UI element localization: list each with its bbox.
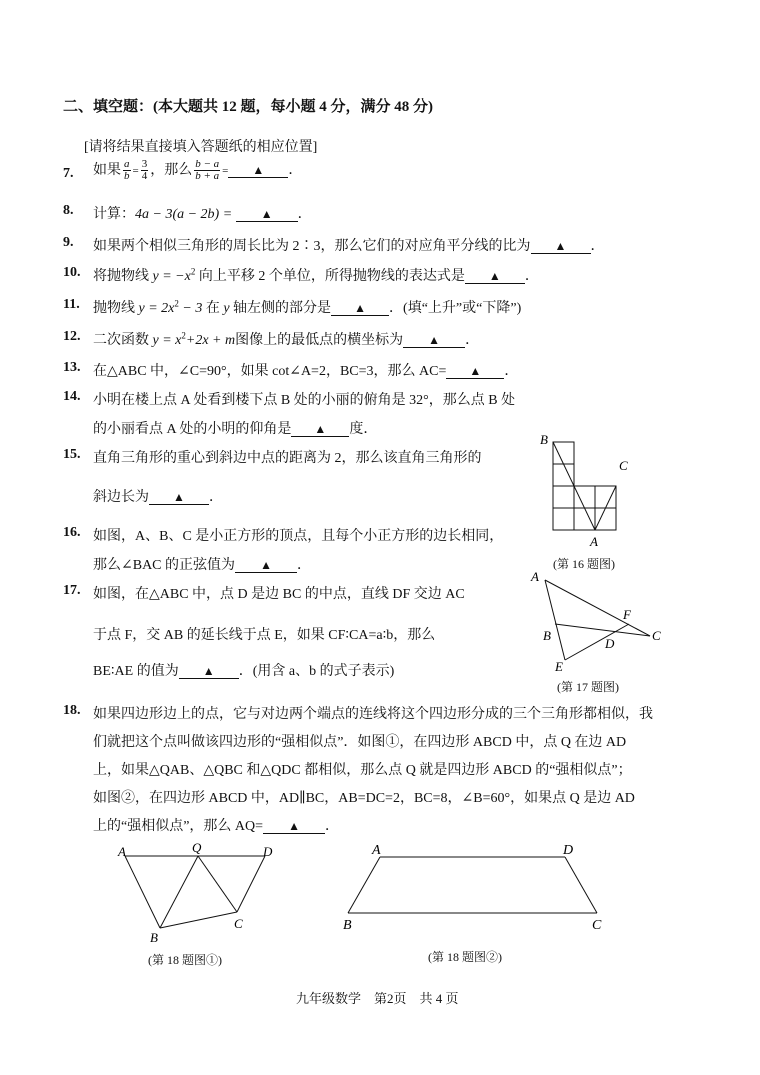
question-11: 抛物线 $y = 2x^2 - 3$ 在 y 轴左侧的部分是 ▲ ．(填“上升”或“下降”) xyxy=(93,298,522,316)
label-E: E xyxy=(555,659,563,674)
answer-blank[interactable]: ▲ xyxy=(236,207,298,222)
answer-blank[interactable]: ▲ xyxy=(403,333,465,348)
answer-blank[interactable]: ▲ xyxy=(263,819,325,834)
page-footer: 九年级数学 第2页 共 4 页 xyxy=(296,991,459,1006)
question-9: 如果两个相似三角形的周长比为 2∶3，那么它们的对应角平分线的比为 ▲ ． xyxy=(93,239,605,254)
figure-18-2 xyxy=(335,835,615,935)
fraction: $\frac{3}{4}$ xyxy=(141,158,148,183)
question-16-line1: 如图，A、B、C 是小正方形的顶点，且每个小正方形的边长相同， xyxy=(93,529,504,544)
answer-blank[interactable]: ▲ xyxy=(465,269,525,284)
answer-blank[interactable]: ▲ xyxy=(228,163,288,178)
label-B: B xyxy=(150,930,158,945)
question-14-line1: 小明在楼上点 A 处看到楼下点 B 处的小丽的俯角是 32°，那么点 B 处 xyxy=(93,393,516,408)
question-18-line1: 如果四边形边上的点，它与对边两个端点的连线将这个四边形分成的三个三角形都相似，我 xyxy=(93,707,653,722)
question-number: 9. xyxy=(63,235,74,250)
question-17-line2: 于点 F，交 AB 的延长线于点 E，如果 CF∶CA=a∶b，那么 xyxy=(93,628,436,643)
figure-16-caption: (第 16 题图) xyxy=(553,557,615,571)
question-number: 15. xyxy=(63,447,81,462)
answer-blank[interactable]: ▲ xyxy=(149,490,209,505)
question-18-line4: 如图②，在四边形 ABCD 中，AD∥BC，AB=DC=2，BC=8，∠B=60°，如果点 Q 是边 AD xyxy=(93,791,635,806)
question-18-line2: 们就把这个点叫做该四边形的“强相似点”．如图①，在四边形 ABCD 中，点 Q 在边 AD xyxy=(93,735,627,750)
question-number: 10. xyxy=(63,265,81,280)
question-number: 11. xyxy=(63,297,80,312)
label-B: B xyxy=(540,432,548,447)
label-A: A xyxy=(590,534,598,548)
figure-17 xyxy=(525,570,670,678)
answer-blank[interactable]: ▲ xyxy=(235,558,297,573)
answer-blank[interactable]: ▲ xyxy=(291,422,349,437)
label-A: A xyxy=(531,570,539,584)
question-8: 计算：4a − 3(a − 2b) = ▲ ． xyxy=(93,207,312,222)
label-F: F xyxy=(623,607,631,622)
question-15-line2: 斜边长为 ▲ ． xyxy=(93,490,223,505)
question-number: 14. xyxy=(63,389,81,404)
label-C: C xyxy=(619,458,628,473)
label-D: D xyxy=(605,636,615,651)
fraction: $\frac{b - a}{b + a}$ xyxy=(195,158,220,183)
label-B: B xyxy=(343,918,352,933)
fraction: $\frac{a}{b}$ xyxy=(124,158,130,183)
question-number: 7. xyxy=(63,166,74,181)
label-A: A xyxy=(372,843,381,858)
label-C: C xyxy=(652,628,661,643)
question-number: 13. xyxy=(63,360,81,375)
figure-17-caption: (第 17 题图) xyxy=(557,680,619,694)
question-13: 在△ABC 中，∠C=90°，如果 cot∠A=2，BC=3，那么 AC= ▲ ． xyxy=(93,364,519,379)
figure-16 xyxy=(535,430,635,548)
label-C: C xyxy=(592,918,602,933)
figure-18-2-caption: (第 18 题图②) xyxy=(428,950,502,964)
question-12: 二次函数 $y = x^2+2x + m$图像上的最低点的横坐标为 ▲ ． xyxy=(93,330,480,348)
question-10: 将抛物线 $y = -x^2$ 向上平移 2 个单位，所得抛物线的表达式是 ▲ ． xyxy=(93,266,539,284)
answer-blank[interactable]: ▲ xyxy=(531,239,591,254)
question-number: 8. xyxy=(63,203,74,218)
section-instruction: [请将结果直接填入答题纸的相应位置] xyxy=(84,140,318,155)
question-17-line1: 如图，在△ABC 中，点 D 是边 BC 的中点，直线 DF 交边 AC xyxy=(93,587,465,602)
question-18-line5: 上的“强相似点”，那么 AQ= ▲ ． xyxy=(93,819,340,834)
question-number: 17. xyxy=(63,583,81,598)
question-16-line2: 那么∠BAC 的正弦值为 ▲ ． xyxy=(93,558,312,573)
question-number: 16. xyxy=(63,525,81,540)
answer-blank[interactable]: ▲ xyxy=(179,664,239,679)
answer-blank[interactable]: ▲ xyxy=(331,301,389,316)
label-Q: Q xyxy=(192,840,202,855)
answer-blank[interactable]: ▲ xyxy=(446,364,504,379)
question-number: 18. xyxy=(63,703,81,718)
question-17-line3: BE∶AE 的值为 ▲ ．(用含 a、b 的式子表示) xyxy=(93,664,395,679)
section-title: 二、填空题：(本大题共 12 题，每小题 4 分，满分 48 分) xyxy=(63,99,433,115)
question-15-line1: 直角三角形的重心到斜边中点的距离为 2，那么该直角三角形的 xyxy=(93,451,482,466)
question-7: 如果 $\frac{a}{b}$ = $\frac{3}{4}$ ，那么 $\frac{b - a}{b + a}$ = ▲ ． xyxy=(93,158,303,183)
figure-18-1 xyxy=(110,838,285,948)
label-C: C xyxy=(234,916,243,931)
question-18-line3: 上，如果△QAB、△QBC 和△QDC 都相似，那么点 Q 就是四边形 ABCD 的“强相似点”； xyxy=(93,763,632,778)
label-D: D xyxy=(263,844,273,859)
question-number: 12. xyxy=(63,329,81,344)
figure-18-1-caption: (第 18 题图①) xyxy=(148,953,222,967)
label-A: A xyxy=(118,844,126,859)
label-B: B xyxy=(543,628,551,643)
question-14-line2: 的小丽看点 A 处的小明的仰角是 ▲ 度． xyxy=(93,422,378,437)
label-D: D xyxy=(563,843,574,858)
